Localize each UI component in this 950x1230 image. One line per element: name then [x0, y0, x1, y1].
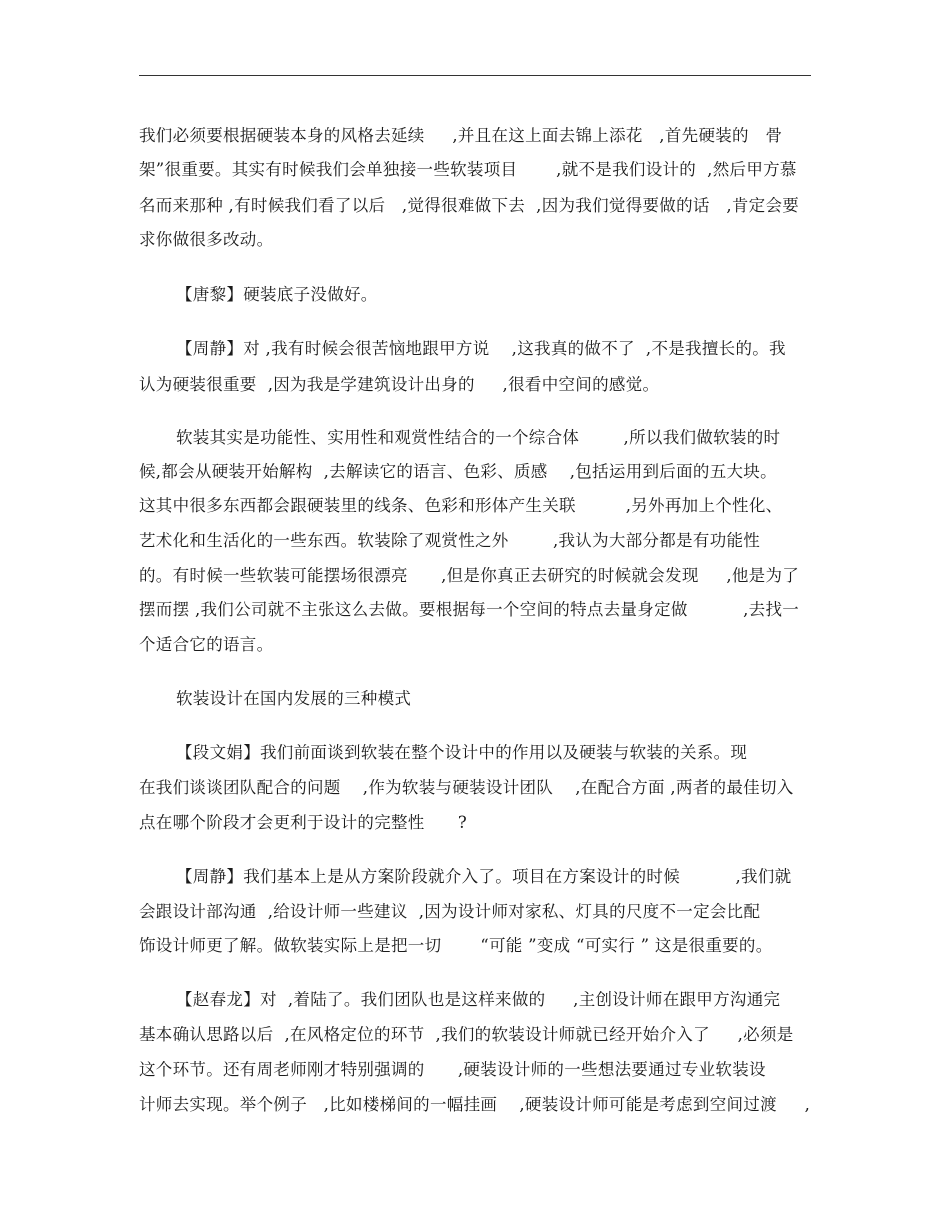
text-line: 【周静】对 ,我有时候会很苦恼地跟甲方说 ,这我真的做不了 ,不是我擅长的。我 [176, 339, 786, 358]
text-line: 的。有时候一些软装可能摆场很漂亮 ,但是你真正去研究的时候就会发现 ,他是为了 [139, 566, 800, 585]
text-line: 【周静】我们基本上是从方案阶段就介入了。项目在方案设计的时候 ,我们就 [176, 867, 792, 886]
text-line: 会跟设计部沟通 ,给设计师一些建议 ,因为设计师对家私、灯具的尺度不一定会比配 [139, 902, 761, 921]
header-rule [139, 75, 811, 76]
text-line: 【段文娟】我们前面谈到软装在整个设计中的作用以及硬装与软装的关系。现 [176, 743, 748, 762]
text-line: 艺术化和生活化的一些东西。软装除了观赏性之外 ,我认为大部分都是有功能性 [139, 531, 761, 550]
text-line: 【赵春龙】对 ,着陆了。我们团队也是这样来做的 ,主创设计师在跟甲方沟通完 [176, 990, 781, 1009]
text-line: 这其中很多东西都会跟硬装里的线条、色彩和形体产生关联 ,另外再加上个性化、 [139, 496, 783, 515]
text-line: 基本确认思路以后 ,在风格定位的环节 ,我们的软装设计师就已经开始介入了 ,必须是 [139, 1025, 794, 1044]
text-line: 软装其实是功能性、实用性和观赏性结合的一个综合体 ,所以我们做软装的时 [176, 428, 781, 447]
text-line: 我们必须要根据硬装本身的风格去延续 ,并且在这上面去锦上添花 ,首先硬装的 骨 [139, 126, 783, 145]
text-line: 个适合它的语言。 [139, 635, 274, 654]
text-line: 认为硬装很重要 ,因为我是学建筑设计出身的 ,很看中空间的感觉。 [139, 375, 660, 394]
text-line: 候,都会从硬装开始解构 ,去解读它的语言、色彩、质感 ,包括运用到后面的五大块。 [139, 462, 777, 481]
text-line: 架”很重要。其实有时候我们会单独接一些软装项目 ,就不是我们设计的 ,然后甲方慕 [139, 160, 797, 179]
text-line: 点在哪个阶段才会更利于设计的完整性 ? [139, 813, 468, 832]
text-line: 计师去实现。举个例子 ,比如楼梯间的一幅挂画 ,硬装设计师可能是考虑到空间过渡 , [139, 1095, 811, 1114]
text-line: 饰设计师更了解。做软装实际上是把一切 “可能 ”变成 “可实行 ” 这是很重要的。 [139, 936, 773, 955]
section-heading: 软装设计在国内发展的三种模式 [176, 689, 412, 708]
text-line: 名而来那种 ,有时候我们看了以后 ,觉得很难做下去 ,因为我们觉得要做的话 ,肯定会要 [139, 196, 800, 215]
text-line: 这个环节。还有周老师刚才特别强调的 ,硬装设计师的一些想法要通过专业软装设 [139, 1060, 766, 1079]
text-line: 求你做很多改动。 [139, 230, 274, 249]
text-line: 摆而摆 ,我们公司就不主张这么去做。要根据每一个空间的特点去量身定做 ,去找一 [139, 600, 800, 619]
text-line: 在我们谈谈团队配合的问题 ,作为软装与硬装设计团队 ,在配合方面 ,两者的最佳切入 [139, 778, 794, 797]
text-line: 【唐黎】硬装底子没做好。 [176, 285, 378, 304]
